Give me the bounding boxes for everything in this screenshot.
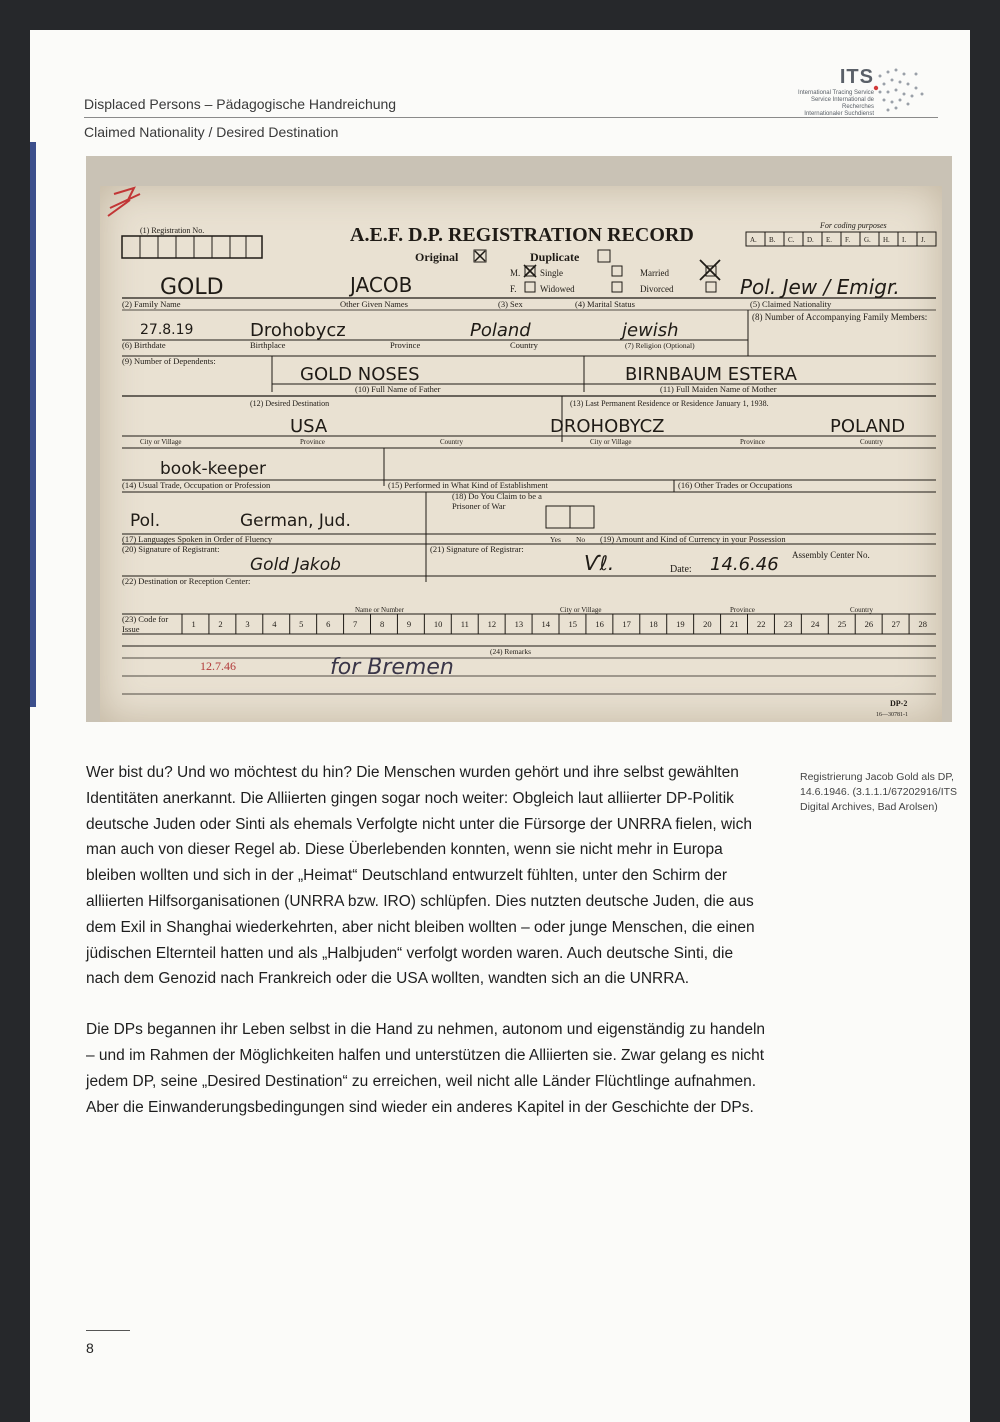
label-birthplace: Birthplace xyxy=(250,340,286,350)
label-sig-registrar-wrap xyxy=(430,544,540,576)
label-dependents: (9) Number of Dependents: xyxy=(122,356,216,366)
label-remarks: (24) Remarks xyxy=(490,647,532,656)
label-sig-registrant: (20) Signature of Registrant: xyxy=(122,544,220,554)
svg-text:I.: I. xyxy=(902,236,907,244)
code-number: 11 xyxy=(460,619,469,629)
svg-text:B.: B. xyxy=(769,236,776,244)
code-number: 17 xyxy=(622,619,631,629)
hw-religion: jewish xyxy=(622,320,679,341)
label-no: No xyxy=(576,535,586,544)
code-number: 25 xyxy=(837,619,847,629)
body-paragraph: Wer bist du? Und wo möchtest du hin? Die Menschen wurden gehört und ihre selbst gewählten Identitäten anerkannt. Die Alliierten gingen sogar noch weiter: Obgleich laut alliierter DP-Politik deutsche Juden oder Sinti als ehemals Verfolgte nicht unter die Fürsorge der UNRRA fielen, wich man auch von dieser Regel ab. Diese Überlebenden konnten, wenn sie nicht mehr in Europa bleiben wollten und sich in der „Heimat“ Deutschland entwurzelt fühlten, unter den Schirm der alliierten Hilfsorganisationen (UNRRA bzw. IRO) schlüpfen. Dies nutzten deutsche Juden, die aus dem Exil in Shanghai wiederkehrten, aber nicht bleiben wollten – oder junge Menschen, die einen jüdischen Elternteil hatten und als „Halbjuden“ verfolgt worden waren. Auch deutsche Sinti, die nach dem Genozid nach Frankreich oder die USA wollten, wandten sich an die UNRRA. xyxy=(86,764,755,988)
red-mark xyxy=(108,188,140,216)
label-reception: (22) Destination or Reception Center: xyxy=(122,576,251,586)
svg-text:D.: D. xyxy=(807,236,814,244)
label-birthdate: (6) Birthdate xyxy=(122,340,166,350)
label-religion: (7) Religion (Optional) xyxy=(625,341,695,350)
label-accompanying: (8) Number of Accompanying Family Members: xyxy=(752,312,928,322)
code-number: 18 xyxy=(649,619,658,629)
registration-card xyxy=(100,186,942,722)
code-number: 2 xyxy=(218,619,223,629)
code-cells xyxy=(182,614,927,634)
label-sig-registrant-wrap xyxy=(122,544,242,576)
form-code: 16—30781-1 xyxy=(876,712,908,718)
code-number: 14 xyxy=(541,619,551,629)
label-sig-registrar: (21) Signature of Registrar: xyxy=(430,544,524,554)
label-province: Province xyxy=(390,340,421,350)
label-original: Original xyxy=(415,250,459,264)
footer-divider xyxy=(86,1330,130,1331)
label-city: City or Village xyxy=(140,438,182,446)
hw-language-a: Pol. xyxy=(130,511,161,531)
code-number: 24 xyxy=(810,619,820,629)
hw-birthdate: 27.8.19 xyxy=(140,322,194,338)
code-number: 8 xyxy=(379,619,385,629)
label-married: Married xyxy=(640,268,669,278)
code-number: 15 xyxy=(568,619,577,629)
code-number: 1 xyxy=(191,619,196,629)
header-title: Displaced Persons – Pädagogische Handreichung xyxy=(84,96,397,112)
coding-letters xyxy=(750,236,926,244)
hw-residence-city: DROHOBYCZ xyxy=(550,416,665,437)
hw-language-b: German, Jud. xyxy=(240,511,351,531)
label-residence: (13) Last Permanent Residence or Residence January 1, 1938. xyxy=(570,399,769,408)
its-logo xyxy=(780,62,930,118)
logo-subtitle xyxy=(780,90,874,118)
label-other-names: Other Given Names xyxy=(340,299,408,309)
code-number: 21 xyxy=(730,619,739,629)
label-sex-m: M. xyxy=(510,268,521,278)
hw-signature: Gold Jakob xyxy=(250,555,341,575)
hw-stamp-date: 12.7.46 xyxy=(200,659,236,673)
hw-father: GOLD NOSES xyxy=(300,364,420,385)
label-city-2: City or Village xyxy=(590,438,632,446)
label-coding: For coding purposes xyxy=(820,221,887,230)
accent-bar xyxy=(30,142,36,707)
hw-family-name: GOLD xyxy=(160,275,224,300)
label-assembly: Assembly Center No. xyxy=(792,550,870,560)
code-number: 22 xyxy=(756,619,766,629)
svg-text:F.: F. xyxy=(845,236,851,244)
label-name-number: Name or Number xyxy=(355,606,404,614)
label-reception-wrap xyxy=(122,576,262,606)
hw-given-name: JACOB xyxy=(350,273,413,297)
logo-line: Service International de Recherches xyxy=(810,97,874,110)
duplicate-checkbox xyxy=(598,250,610,262)
label-code: (23) Code for Issue xyxy=(122,614,169,634)
svg-text:E.: E. xyxy=(826,236,833,244)
logo-line: Internationaler Suchdienst xyxy=(804,111,874,117)
code-number: 23 xyxy=(783,619,793,629)
label-assembly-wrap xyxy=(792,550,922,582)
label-yes: Yes xyxy=(550,535,561,544)
code-number: 28 xyxy=(918,619,928,629)
body-paragraph: Die DPs begannen ihr Leben selbst in die Hand zu nehmen, autonom und eigenständig zu handeln – und im Rahmen der Möglichkeiten halfen und unterstützen die Alliierten sie. Zwar gelang es nicht jedem DP, seine „Desired Destination“ zu erreichen, weil nicht alle Länder Flüchtlinge aufnahmen. Aber die Einwanderungsbedingungen sind wieder ein anderes Kapitel in der Geschichte der DPs. xyxy=(86,1021,766,1116)
svg-text:H.: H. xyxy=(883,236,890,244)
registration-form xyxy=(100,186,942,722)
code-number: 10 xyxy=(433,619,443,629)
image-caption: Registrierung Jacob Gold als DP, 14.6.1946. (3.1.1.1/67202916/ITS Digital Archives, Bad Arolsen) xyxy=(800,771,958,813)
code-number: 19 xyxy=(676,619,685,629)
code-number: 20 xyxy=(703,619,712,629)
header-divider xyxy=(84,117,938,118)
form-number: DP-2 xyxy=(890,699,908,708)
code-number: 12 xyxy=(487,619,497,629)
label-single: Single xyxy=(540,268,564,278)
code-number: 26 xyxy=(864,619,874,629)
code-number: 13 xyxy=(514,619,524,629)
label-country-3: Country xyxy=(860,438,883,446)
body-text xyxy=(86,760,766,1120)
page xyxy=(30,30,970,1422)
label-mother: (11) Full Maiden Name of Mother xyxy=(660,384,777,394)
svg-text:C.: C. xyxy=(788,236,795,244)
label-widowed: Widowed xyxy=(540,284,575,294)
label-date: Date: xyxy=(670,564,692,575)
label-country: Country xyxy=(510,340,538,350)
hw-mother: BIRNBAUM ESTERA xyxy=(625,364,797,385)
registration-box xyxy=(122,236,262,258)
label-sex: (3) Sex xyxy=(498,299,523,309)
label-performed: (15) Performed in What Kind of Establishment xyxy=(388,480,548,490)
label-divorced: Divorced xyxy=(640,284,674,294)
hw-destination: USA xyxy=(290,416,328,437)
hw-trade: book-keeper xyxy=(160,459,266,479)
label-trade: (14) Usual Trade, Occupation or Profession xyxy=(122,480,271,490)
code-number: 16 xyxy=(595,619,604,629)
registration-card-photo xyxy=(86,156,952,722)
code-number: 9 xyxy=(406,619,412,629)
svg-text:G.: G. xyxy=(864,236,871,244)
code-number: 7 xyxy=(353,619,358,629)
label-code-wrap xyxy=(122,614,182,640)
label-father: (10) Full Name of Father xyxy=(355,384,441,394)
label-registration: (1) Registration No. xyxy=(140,226,205,235)
label-pow: (18) Do You Claim to be a Prisoner of War xyxy=(452,492,542,511)
dot-pattern-icon xyxy=(870,62,930,118)
hw-remark: for Bremen xyxy=(330,655,454,680)
pow-yes-box xyxy=(546,506,570,528)
hw-residence-country: POLAND xyxy=(830,416,906,437)
label-destination: (12) Desired Destination xyxy=(250,399,330,408)
code-number: 4 xyxy=(272,619,277,629)
page-number: 8 xyxy=(86,1340,94,1356)
section-label: Claimed Nationality / Desired Destination xyxy=(84,124,339,140)
hw-nationality: Pol. Jew / Emigr. xyxy=(740,275,900,299)
svg-text:J.: J. xyxy=(921,236,926,244)
form-title: A.E.F. D.P. REGISTRATION RECORD xyxy=(350,224,694,246)
label-sex-f: F. xyxy=(510,284,517,294)
hw-country: Poland xyxy=(470,320,531,341)
label-province-2: Province xyxy=(300,438,325,446)
label-dependents-wrap xyxy=(122,356,262,386)
code-number: 6 xyxy=(326,619,331,629)
logo-line: International Tracing Service xyxy=(797,90,874,96)
code-number: 5 xyxy=(299,619,304,629)
label-province-4: Province xyxy=(730,606,755,614)
code-number: 3 xyxy=(245,619,250,629)
label-nationality: (5) Claimed Nationality xyxy=(750,299,832,309)
hw-date: 14.6.46 xyxy=(710,554,779,575)
svg-text:A.: A. xyxy=(750,236,757,244)
label-country-4: Country xyxy=(850,606,873,614)
label-duplicate: Duplicate xyxy=(530,250,580,264)
hw-birthplace: Drohobycz xyxy=(250,320,346,341)
logo-wordmark: ITS xyxy=(839,66,874,88)
label-country-2: Country xyxy=(440,438,463,446)
code-number: 27 xyxy=(891,619,901,629)
label-city-3: City or Village xyxy=(560,606,602,614)
label-pow-wrap xyxy=(452,492,546,532)
pow-no-box xyxy=(570,506,594,528)
label-province-3: Province xyxy=(740,438,765,446)
label-marital: (4) Marital Status xyxy=(575,299,635,309)
label-accompanying-wrap xyxy=(752,312,932,356)
label-other-trades: (16) Other Trades or Occupations xyxy=(678,480,793,490)
label-languages: (17) Languages Spoken in Order of Fluency xyxy=(122,534,273,544)
label-family-name: (2) Family Name xyxy=(122,299,181,309)
label-currency: (19) Amount and Kind of Currency in your Possession xyxy=(600,534,786,544)
hw-registrar-initial: Ѵℓ. xyxy=(584,551,615,575)
